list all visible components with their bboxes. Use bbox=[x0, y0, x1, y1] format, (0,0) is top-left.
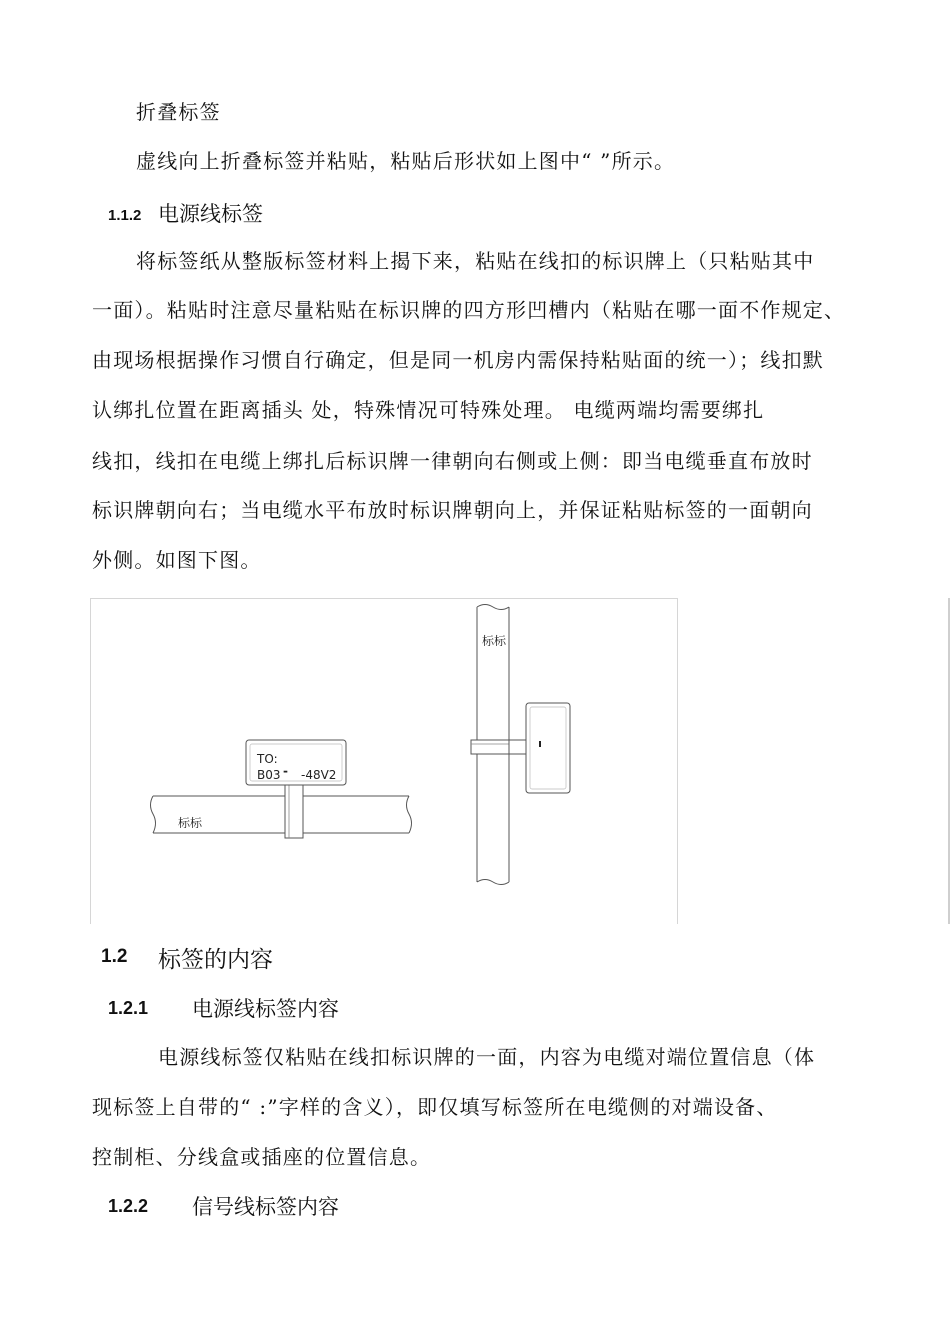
section-number: 1.1.2 bbox=[108, 207, 142, 224]
paragraph-line: 由现场根据操作习惯自行确定，但是同一机房内需保持粘贴面的统一）；线扣默 bbox=[92, 348, 824, 372]
paragraph-line: 认绑扎位置在距离插头 处，特殊情况可特殊处理。 电缆两端均需要绑扎 bbox=[92, 398, 765, 422]
tag-text-position: B03 bbox=[257, 768, 281, 782]
section-number: 1.2.1 bbox=[108, 998, 149, 1018]
fold-label-description: 虚线向上折叠标签并粘贴，粘贴后形状如上图中“ ”所示。 bbox=[136, 149, 676, 173]
fold-label-heading: 折叠标签 bbox=[136, 100, 221, 124]
tag-text-dash: - bbox=[283, 764, 288, 778]
vertical-tag bbox=[526, 703, 570, 793]
section-title: 电源线标签内容 bbox=[192, 997, 339, 1021]
paragraph-line: 现标签上自带的“ :”字样的含义），即仅填写标签所在电缆侧的对端设备、 bbox=[92, 1095, 778, 1119]
paragraph-line: 一面）。粘贴时注意尽量粘贴在标识牌的四方形凹槽内（粘贴在哪一面不作规定、 bbox=[92, 298, 846, 322]
tag-text-voltage: -48V2 bbox=[301, 768, 337, 782]
tag-text-to: TO: bbox=[257, 752, 278, 766]
vertical-cable-label: 标标 bbox=[482, 634, 507, 648]
horizontal-tie bbox=[285, 783, 303, 838]
cable-tie-diagram bbox=[91, 599, 679, 925]
paragraph-line: 标识牌朝向右；当电缆水平布放时标识牌朝向上，并保证粘贴标签的一面朝向 bbox=[92, 498, 813, 522]
paragraph-line: 控制柜、分线盒或插座的位置信息。 bbox=[92, 1145, 432, 1169]
vertical-tie bbox=[471, 740, 526, 754]
paragraph-line: 外侧。如图下图。 bbox=[92, 548, 262, 572]
paragraph-line: 线扣，线扣在电缆上绑扎后标识牌一律朝向右侧或上侧：即当电缆垂直布放时 bbox=[92, 449, 813, 473]
cable-tie-figure bbox=[90, 598, 678, 924]
section-number: 1.2.2 bbox=[108, 1196, 149, 1216]
paragraph-line: 将标签纸从整版标签材料上揭下来，粘贴在线扣的标识牌上（只粘贴其中 bbox=[136, 249, 815, 273]
horizontal-cable-label: 标标 bbox=[178, 816, 203, 830]
section-title: 信号线标签内容 bbox=[192, 1195, 339, 1219]
section-title: 标签的内容 bbox=[158, 947, 273, 973]
section-title: 电源线标签 bbox=[158, 202, 263, 226]
paragraph-line: 电源线标签仅粘贴在线扣标识牌的一面，内容为电缆对端位置信息（体 bbox=[158, 1045, 816, 1069]
section-number: 1.2 bbox=[101, 946, 128, 967]
